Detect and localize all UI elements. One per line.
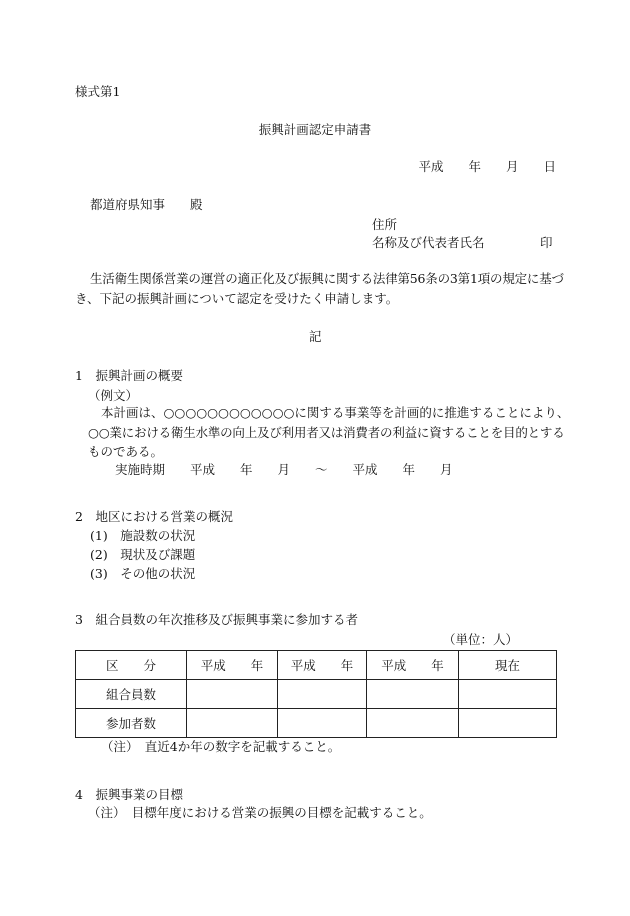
section-2-item: (2) 現状及び課題 <box>90 547 196 562</box>
section-1-heading: 1 振興計画の概要 <box>75 368 183 383</box>
addressee: 都道府県知事 殿 <box>90 197 203 212</box>
name-label: 名称及び代表者氏名 <box>372 235 485 250</box>
seal-mark: 印 <box>540 235 553 250</box>
section-3-heading: 3 組合員数の年次推移及び振興事業に参加する者 <box>75 612 358 627</box>
section-4-note: （注） 目標年度における営業の振興の目標を記載すること。 <box>88 805 432 820</box>
unit-label: （単位：人） <box>442 632 518 647</box>
table-cell <box>459 709 557 738</box>
intro-line-2: き、下記の振興計画について認定を受けたく申請します。 <box>75 291 399 306</box>
header-cell: 平成 年 <box>367 651 459 680</box>
row-label: 組合員数 <box>76 680 187 709</box>
table-row <box>76 680 557 709</box>
table-header-row <box>76 651 557 680</box>
row-label: 参加者数 <box>76 709 187 738</box>
header-cell: 現在 <box>459 651 557 680</box>
form-number: 様式第1 <box>75 84 121 99</box>
example-label: （例文） <box>88 388 139 403</box>
header-cell: 平成 年 <box>278 651 367 680</box>
table-cell <box>187 709 278 738</box>
document-title: 振興計画認定申請書 <box>258 122 372 137</box>
table-cell <box>187 680 278 709</box>
address-label: 住所 <box>372 217 398 232</box>
date-line: 平成 年 月 日 <box>418 159 556 174</box>
ki-heading: 記 <box>309 329 322 344</box>
table-cell <box>459 680 557 709</box>
intro-line-1: 生活衛生関係営業の運営の適正化及び振興に関する法律第56条の3第1項の規定に基づ <box>90 271 564 286</box>
example-line-1: 本計画は、○○○○○○○○○○○○に関する事業等を計画的に推進することにより、 <box>101 405 570 420</box>
section-2-item: (3) その他の状況 <box>90 566 196 581</box>
table-cell <box>278 709 367 738</box>
header-cell: 区 分 <box>76 651 187 680</box>
member-table <box>75 650 557 738</box>
header-cell: 平成 年 <box>187 651 278 680</box>
table-cell <box>367 709 459 738</box>
example-line-2: ○○業における衛生水準の向上及び利用者又は消費者の利益に資することを目的とする <box>88 425 565 440</box>
section-2-heading: 2 地区における営業の概況 <box>75 509 233 524</box>
example-line-3: ものである。 <box>88 444 164 459</box>
section-2-item: (1) 施設数の状況 <box>90 528 196 543</box>
table-row <box>76 709 557 738</box>
implementation-period: 実施時期 平成 年 月 ～ 平成 年 月 <box>115 462 453 477</box>
table-note: （注） 直近4か年の数字を記載すること。 <box>101 739 341 754</box>
section-4-heading: 4 振興事業の目標 <box>75 787 183 802</box>
table-cell <box>278 680 367 709</box>
table-cell <box>367 680 459 709</box>
